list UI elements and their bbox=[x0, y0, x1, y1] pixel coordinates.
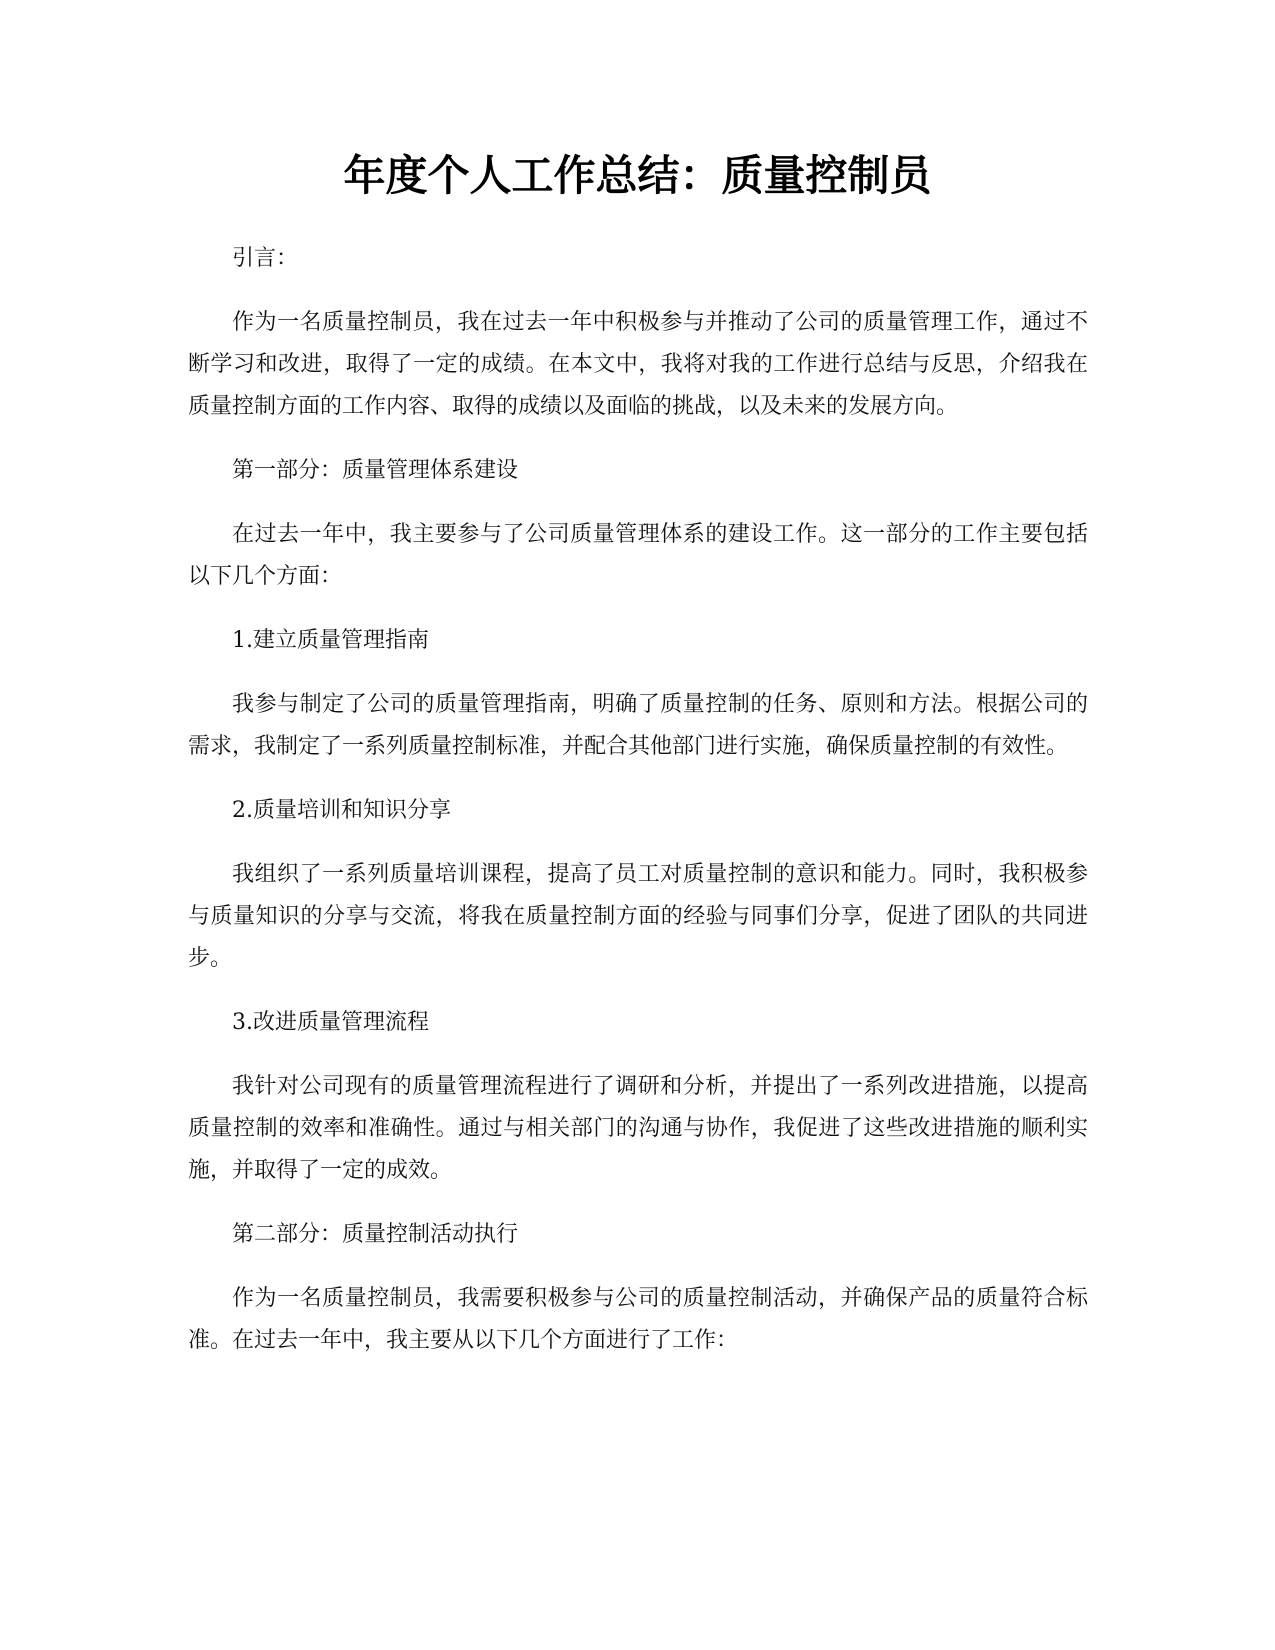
paragraph-intro: 作为一名质量控制员，我在过去一年中积极参与并推动了公司的质量管理工作，通过不断学习和改进，取得了一定的成绩。在本文中，我将对我的工作进行总结与反思，介绍我在质量控制方面的工作内容、取得的成绩以及面临的挑战，以及未来的发展方向。 bbox=[188, 310, 1088, 419]
document-body bbox=[188, 238, 1088, 1384]
paragraph-item-2: 我组织了一系列质量培训课程，提高了员工对质量控制的意识和能力。同时，我积极参与质量知识的分享与交流，将我在质量控制方面的经验与同事们分享，促进了团队的共同进步。 bbox=[188, 862, 1088, 971]
paragraph-part-two-intro: 作为一名质量控制员，我需要积极参与公司的质量控制活动，并确保产品的质量符合标准。在过去一年中，我主要从以下几个方面进行了工作： bbox=[188, 1286, 1088, 1353]
subheading-item-1: 1.建立质量管理指南 bbox=[232, 628, 429, 653]
paragraph-item-3: 我针对公司现有的质量管理流程进行了调研和分析，并提出了一系列改进措施，以提高质量控制的效率和准确性。通过与相关部门的沟通与协作，我促进了这些改进措施的顺利实施，并取得了一定的成效。 bbox=[188, 1074, 1088, 1183]
subheading-item-3: 3.改进质量管理流程 bbox=[232, 1010, 429, 1035]
document-title: 年度个人工作总结：质量控制员 bbox=[343, 151, 932, 200]
section-heading-part-two: 第二部分：质量控制活动执行 bbox=[232, 1222, 519, 1247]
paragraph-item-1: 我参与制定了公司的质量管理指南，明确了质量控制的任务、原则和方法。根据公司的需求，我制定了一系列质量控制标准，并配合其他部门进行实施，确保质量控制的有效性。 bbox=[188, 692, 1088, 759]
paragraph-intro-heading: 引言： bbox=[232, 246, 299, 271]
subheading-item-2: 2.质量培训和知识分享 bbox=[232, 798, 451, 823]
section-heading-part-one: 第一部分：质量管理体系建设 bbox=[232, 458, 519, 483]
paragraph-part-one-intro: 在过去一年中，我主要参与了公司质量管理体系的建设工作。这一部分的工作主要包括以下几个方面： bbox=[188, 522, 1088, 589]
